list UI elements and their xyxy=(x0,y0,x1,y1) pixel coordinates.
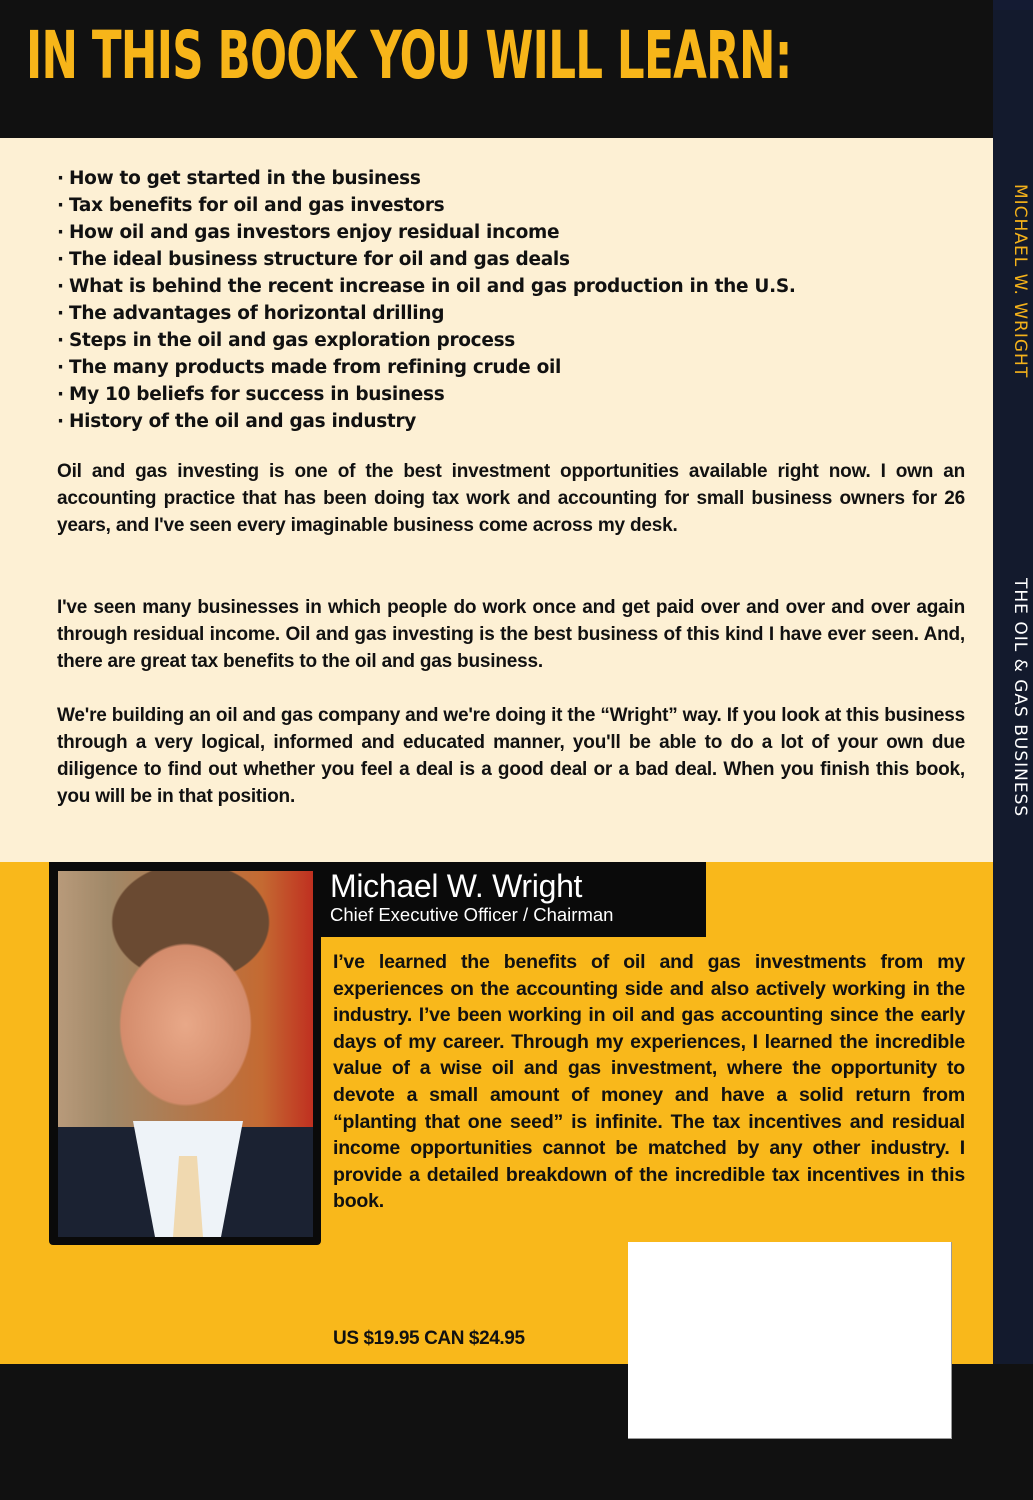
list-item: · How to get started in the business xyxy=(57,165,796,192)
list-item: · The advantages of horizontal drilling xyxy=(57,300,796,327)
bullet-icon: · xyxy=(57,222,64,243)
bullet-icon: · xyxy=(57,168,64,189)
header-bar xyxy=(0,0,993,138)
residual-income-paragraph: I've seen many businesses in which people do work once and get paid over and over and over again through residual income. Oil and gas investing is the best business of this kind I have ever seen. And, there are great tax benefits to the oil and gas business. xyxy=(57,597,965,672)
author-name: Michael W. Wright xyxy=(330,868,583,904)
bullet-icon: · xyxy=(57,195,64,216)
list-item: · The ideal business structure for oil and gas deals xyxy=(57,246,796,273)
bullet-icon: · xyxy=(57,384,64,405)
bullet-icon: · xyxy=(57,357,64,378)
author-role: Chief Executive Officer / Chairman xyxy=(330,904,614,925)
list-item: · Steps in the oil and gas exploration process xyxy=(57,327,796,354)
price-label: US $19.95 CAN $24.95 xyxy=(333,1328,525,1349)
bullet-icon: · xyxy=(57,249,64,270)
headline: IN THIS BOOK YOU WILL LEARN: xyxy=(26,17,792,94)
intro-paragraph: Oil and gas investing is one of the best investment opportunities available right now. I own an accounting practice that has been doing tax work and accounting for small business owners for 26 years, and I've seen every imaginable business come across my desk. xyxy=(57,461,965,536)
list-item: · Tax benefits for oil and gas investors xyxy=(57,192,796,219)
list-item: · How oil and gas investors enjoy residual income xyxy=(57,219,796,246)
spine-top-strip xyxy=(993,0,1033,10)
author-name-plate xyxy=(321,862,706,937)
list-item: · The many products made from refining crude oil xyxy=(57,354,796,381)
spine-title: THE OIL & GAS BUSINESS xyxy=(1010,578,1030,818)
list-item: · History of the oil and gas industry xyxy=(57,408,796,435)
bullet-icon: · xyxy=(57,330,64,351)
list-item: · What is behind the recent increase in oil and gas production in the U.S. xyxy=(57,273,796,300)
wright-way-paragraph: We're building an oil and gas company and we're doing it the “Wright” way. If you look at this business through a very logical, informed and educated manner, you'll be able to do a lot of your own due diligence to find out whether you feel a deal is a good deal or a bad deal. When you finish this book, you will be in that position. xyxy=(57,705,965,807)
bullet-icon: · xyxy=(57,303,64,324)
bullet-icon: · xyxy=(57,276,64,297)
author-bio: I’ve learned the benefits of oil and gas investments from my experiences on the accounting side and also actively working in the industry. I’ve been working in oil and gas accounting since the early days of my career. Through my experiences, I learned the incredible value of a wise oil and gas investment, where the opportunity to devote a small amount of money and have a solid return from “planting that one seed” is infinite. The tax incentives and residual income opportunities cannot be matched by any other industry. I provide a detailed breakdown of the incredible tax incentives in this book. xyxy=(333,951,965,1213)
spine-author: MICHAEL W. WRIGHT xyxy=(1010,184,1030,379)
content-panel xyxy=(0,138,993,862)
author-photo xyxy=(58,871,313,1237)
author-photo-frame xyxy=(49,862,321,1245)
learn-list xyxy=(57,165,796,435)
barcode-placeholder xyxy=(628,1242,952,1439)
list-item: · My 10 beliefs for success in business xyxy=(57,381,796,408)
bullet-icon: · xyxy=(57,411,64,432)
